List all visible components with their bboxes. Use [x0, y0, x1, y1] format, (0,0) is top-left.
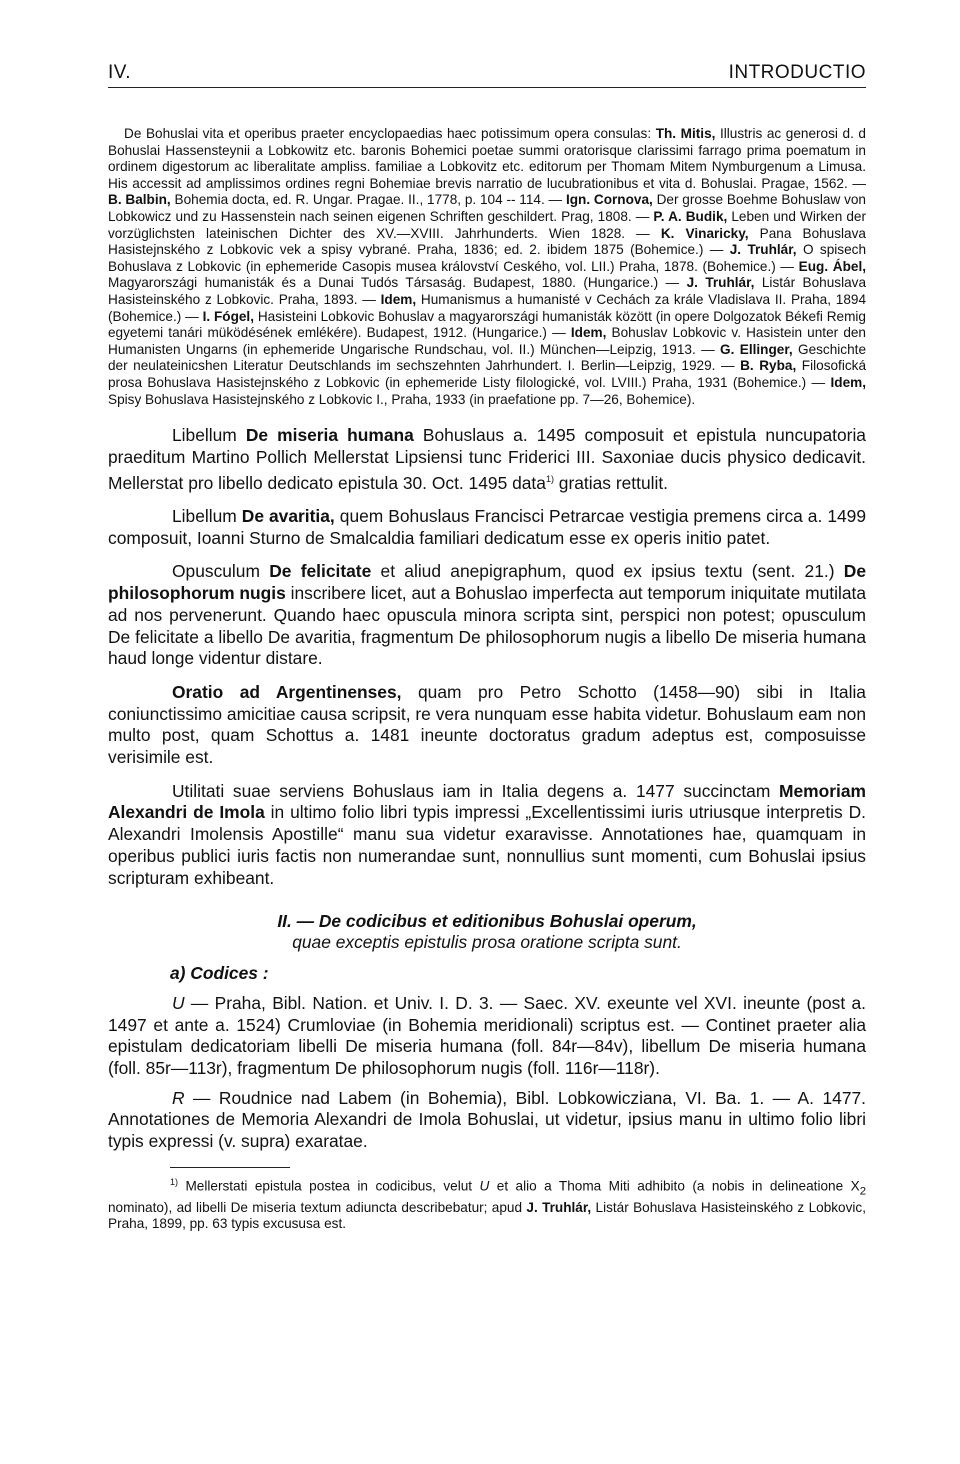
subsection-heading: a) Codices : [170, 963, 269, 984]
codex-siglum: U [172, 992, 185, 1013]
paragraph-de-felicitate: Opusculum De felicitate et aliud anepigraphum, quod ex ipsius textu (sent. 21.) De philosophorum nugis inscribere licet, aut a Bohuslao imperfecta aut temporum iniquitate mutilata ad nos pervenerunt. Quando haec opuscula minora scripta sint, perspici non potest; opusculum De felicitate a libello De avaritia, fragmentum De philosophorum nugis a libello De miseria humana haud longe videntur distare. [108, 561, 866, 669]
bibliography-block [108, 126, 866, 408]
paragraph-de-miseria: Libellum De miseria humana Bohuslaus a. 1495 composuit et epistula nuncupatoria praeditum Martino Pollich Mellerstat Lipsiensi tunc Friderici III. Saxoniae ducis physico dedicavit. Mellerstat pro libello dedicato epistula 30. Oct. 1495 data$^{1)}$ gratias rettulit. [108, 425, 866, 493]
bibliography-paragraph: De Bohuslai vita et operibus praeter encyclopaedias haec potissimum opera consulas: Th. Mitis, Illustris ac generosi d. d Bohuslai Hassensteynii a Lobkowitz etc. baronis Bohemici poetae summi oratorisque clarissimi farrago prima poematum in ordinem digestorum ac liberalitate ampliss. familiae a Lobkovitz etc. editorum per Thomam Mitem Nymburgenum a Limusa. His accessit ad amplissimos ordines regni Bohemiae brevis narratio de lucubrationibus et vita d. Bohuslai. Pragae, 1562. — B. Balbin, Bohemia docta, ed. R. Ungar. Pragae. II., 1778, p. 104 -- 114. — Ign. Cornova, Der grosse Boehme Bohuslaw von Lobkowicz und zu Hassenstein nach seinen eigenen Schriften geschildert. Prag, 1808. — P. A. Budik, Leben und Wirken der vorzüglichsten lateinischen Dichter des XV.—XVIII. Jahrhunderts. Wien 1828. — K. Vinaricky, Pana Bohuslava Hasistejnského z Lobkovic vek a spisy vybrané. Praha, 1836; ed. 2. ibidem 1875 (Bohemice.) — J. Truhlár, O spisech Bohuslava z Lobkovic (in ephemeride Casopis musea království Ceského, vol. LII.) Praha, 1878. (Bohemice.) — Eug. Ábel, Magyarországi humanisták és a Dunai Tudós Társaság. Budapest, 1880. (Hungarice.) — J. Truhlár, Listár Bohuslava Hasisteinského z Lobkovic. Praha, 1893. — Idem, Humanismus a humanisté v Cechách za krále Vladislava II. Praha, 1894 (Bohemice.) — I. Fógel, Hasisteini Lobkovic Bohuslav a magyarországi humanisták között (in opere Dolgozatok Békefi Remig egyetemi tanári müködésének emlékére). Budapest, 1912. (Hungarice.) — Idem, Bohuslav Lobkovic v. Hasistein unter den Humanisten Ungarns (in ephemeride Ungarische Rundschau, vol. II.) München—Leipzig, 1913. — G. Ellinger, Geschichte der neulateinicshen Literatur Deutschlands im sechszehnten Jahrhundert. I. Berlin—Leipzig, 1929. — B. Ryba, Filosofická prosa Bohuslava Hasistejnského z Lobkovic (in ephemeride Listy filologické, vol. LVIII.) Praha, 1931 (Bohemice.) — Idem, Spisy Bohuslava Hasistejnského z Lobkovic I., Praha, 1933 (in praefatione pp. 7—26, Bohemice). [108, 126, 867, 407]
page-number: IV. [108, 62, 131, 83]
footnote [108, 1174, 866, 1233]
codices-list [108, 993, 866, 1153]
codex-r: R — Roudnice nad Labem (in Bohemia), Bibl. Lobkowicziana, VI. Ba. 1. — A. 1477. Annotationes de Memoria Alexandri de Imola Bohuslai, ut videtur, ipsius manu in ultimo folio libri typis expressi (v. supra) exaratae. [108, 1087, 866, 1152]
footnote-rule [170, 1167, 290, 1168]
footnote-text: $^{1)}$ Mellerstati epistula postea in codicibus, velut U et alio a Thoma Miti adhibito (a nobis in delineatione $X_2$ nominato), ad libelli De miseria textum adiuncta describebatur; apud J. Truhlár, Listár Bohuslava Hasisteinského z Lobkovic, Praha, 1899, pp. 63 typis excususa est. [108, 1176, 866, 1232]
running-head [108, 62, 866, 88]
paragraph-de-avaritia: Libellum De avaritia, quem Bohuslaus Francisci Petrarcae vestigia premens circa a. 1499 composuit, Ioanni Sturno de Smalcaldia familiari dedicatum esse ex operis initio patet. [108, 506, 867, 548]
main-text [108, 425, 866, 1153]
section-subtitle: quae exceptis epistulis prosa oratione scripta sunt. [292, 932, 682, 953]
paragraph-oratio: Oratio ad Argentinenses, quam pro Petro Schotto (1458—90) sibi in Italia coniunctissimo amicitiae causa scripsit, re vera nunquam esse habita videtur. Bohuslaum eam non multo post, quam Schottus a. 1481 ineunte doctoratus gradum adeptus est, composuisse verisimile est. [108, 681, 866, 768]
section-title: II. — De codicibus et editionibus Bohuslai operum, [277, 911, 697, 932]
footnote-ref: 1) [545, 473, 554, 484]
codex-siglum: R [172, 1087, 185, 1108]
running-title: INTRODUCTIO [728, 62, 866, 83]
page [108, 62, 866, 1233]
paragraph-memoria: Utilitati suae serviens Bohuslaus iam in Italia degens a. 1477 succinctam Memoriam Alexandri de Imola in ultimo folio libri typis impressi „Excellentissimi iuris utriusque interpretis D. Alexandri Imolensis Apostille“ manu sua videtur exaravisse. Annotationes hae, quamquam in operibus publici iuris factis non numerandae sunt, nonnullius sunt momenti, cum Bohuslai ipsius scripturam exhibeant. [108, 780, 866, 888]
codex-u: U — Praha, Bibl. Nation. et Univ. I. D. 3. — Saec. XV. exeunte vel XVI. ineunte (post a. 1497 et ante a. 1524) Crumloviae (in Bohemia meridionali) scriptus est. — Continet praeter alia epistulam dedicatoriam libelli De miseria humana (foll. 84r—84v), libellum De miseria humana (foll. 85r—113r), fragmentum De philosophorum nugis (foll. 116r—118r). [108, 992, 866, 1079]
section-heading [108, 911, 866, 953]
